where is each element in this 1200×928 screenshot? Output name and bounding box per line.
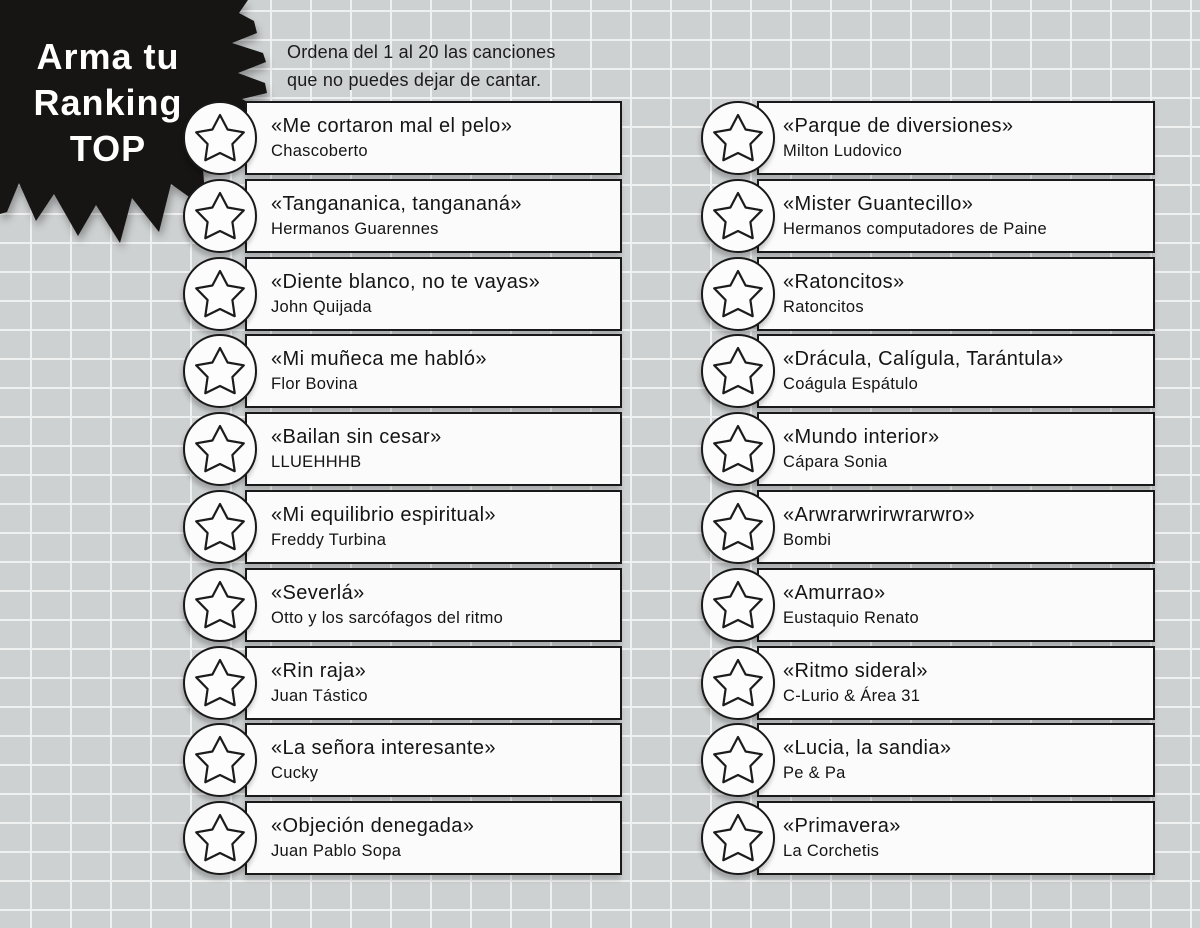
song-title: «Objeción denegada»: [271, 815, 475, 838]
song-card: [757, 179, 1155, 253]
star-icon: [194, 112, 246, 164]
song-row: [183, 490, 622, 564]
star-icon: [194, 268, 246, 320]
song-title: «Mister Guantecillo»: [783, 192, 974, 215]
song-title: «Arwrarwrirwrarwro»: [783, 503, 976, 526]
rank-star-slot[interactable]: [701, 568, 775, 642]
song-title: «Mi equilibrio espiritual»: [271, 503, 496, 526]
song-card: [757, 723, 1155, 797]
star-icon: [712, 423, 764, 475]
rank-star-slot[interactable]: [701, 257, 775, 331]
rank-star-slot[interactable]: [701, 490, 775, 564]
song-artist: Flor Bovina: [271, 375, 358, 394]
song-artist: Coágula Espátulo: [783, 375, 919, 394]
star-icon: [194, 423, 246, 475]
rank-star-slot[interactable]: [701, 412, 775, 486]
rank-star-slot[interactable]: [701, 101, 775, 175]
star-icon: [712, 268, 764, 320]
song-card: [245, 490, 622, 564]
song-title: «Bailan sin cesar»: [271, 426, 442, 449]
song-title: «Diente blanco, no te vayas»: [271, 270, 541, 293]
song-row: [183, 412, 622, 486]
song-card: [245, 179, 622, 253]
page-title-line2: Ranking: [33, 82, 183, 123]
rank-star-slot[interactable]: [183, 179, 257, 253]
song-title: «Me cortaron mal el pelo»: [271, 115, 513, 137]
song-row: [183, 568, 622, 642]
song-title: «La señora interesante»: [271, 737, 496, 760]
song-artist: Juan Pablo Sopa: [271, 842, 402, 861]
rank-star-slot[interactable]: [701, 179, 775, 253]
star-icon: [194, 501, 246, 553]
song-artist: John Quijada: [271, 297, 372, 316]
instructions-line2: que no puedes dejar de cantar.: [287, 70, 542, 90]
song-artist: Milton Ludovico: [783, 142, 903, 160]
rank-star-slot[interactable]: [183, 801, 257, 875]
song-title: «Rin raja»: [271, 659, 367, 682]
song-title: «Tangananica, tangananá»: [271, 192, 522, 215]
song-row: [183, 646, 622, 720]
rank-star-slot[interactable]: [183, 257, 257, 331]
song-artist: Cucky: [271, 764, 319, 783]
song-artist: Chascoberto: [271, 142, 368, 160]
song-row: [701, 101, 1155, 175]
star-icon: [194, 734, 246, 786]
page-title-line3: TOP: [69, 128, 147, 169]
song-artist: Juan Tástico: [271, 686, 368, 705]
star-icon: [194, 345, 246, 397]
song-artist: C-Lurio & Área 31: [783, 686, 921, 705]
song-row: [183, 801, 622, 875]
song-row: [183, 257, 622, 331]
song-artist: Hermanos computadores de Paine: [783, 219, 1047, 238]
star-icon: [194, 190, 246, 242]
rank-star-slot[interactable]: [701, 646, 775, 720]
page-title-line1: Arma tu: [36, 36, 180, 77]
song-card: [245, 723, 622, 797]
song-title: «Severlá»: [271, 581, 365, 604]
song-row: [183, 179, 622, 253]
star-icon: [712, 657, 764, 709]
star-icon: [194, 812, 246, 864]
rank-star-slot[interactable]: [183, 412, 257, 486]
star-icon: [194, 579, 246, 631]
song-card: [245, 801, 622, 875]
song-title: «Ratoncitos»: [783, 270, 905, 293]
rank-star-slot[interactable]: [183, 334, 257, 408]
song-card: [245, 568, 622, 642]
song-artist: Bombi: [783, 530, 832, 549]
star-icon: [712, 112, 764, 164]
song-row: [701, 490, 1155, 564]
song-row: [183, 723, 622, 797]
instructions-line1: Ordena del 1 al 20 las canciones: [287, 42, 556, 62]
star-icon: [712, 579, 764, 631]
song-column-right: [701, 101, 1155, 879]
star-icon: [194, 657, 246, 709]
song-title: «Drácula, Calígula, Tarántula»: [783, 348, 1064, 371]
song-card: [757, 101, 1155, 175]
song-card: [245, 412, 622, 486]
song-row: [701, 412, 1155, 486]
rank-star-slot[interactable]: [701, 723, 775, 797]
star-icon: [712, 345, 764, 397]
rank-star-slot[interactable]: [183, 490, 257, 564]
rank-star-slot[interactable]: [701, 801, 775, 875]
song-card: [757, 801, 1155, 875]
song-card: [757, 490, 1155, 564]
song-artist: Cápara Sonia: [783, 453, 888, 472]
song-title: «Parque de diversiones»: [783, 115, 1014, 137]
song-card: [757, 646, 1155, 720]
rank-star-slot[interactable]: [701, 334, 775, 408]
song-card: [757, 334, 1155, 408]
song-card: [245, 646, 622, 720]
song-row: [701, 801, 1155, 875]
song-artist: La Corchetis: [783, 842, 880, 861]
song-artist: LLUEHHHB: [271, 453, 362, 472]
star-icon: [712, 812, 764, 864]
song-title: «Mundo interior»: [783, 426, 940, 449]
song-title: «Primavera»: [783, 815, 901, 838]
song-row: [701, 568, 1155, 642]
song-artist: Pe & Pa: [783, 764, 846, 783]
rank-star-slot[interactable]: [183, 568, 257, 642]
song-row: [701, 646, 1155, 720]
rank-star-slot[interactable]: [183, 646, 257, 720]
song-card: [245, 257, 622, 331]
rank-star-slot[interactable]: [183, 723, 257, 797]
star-icon: [712, 734, 764, 786]
song-card: [245, 101, 622, 175]
song-row: [701, 179, 1155, 253]
song-row: [701, 723, 1155, 797]
song-column-left: [183, 101, 622, 879]
song-card: [757, 568, 1155, 642]
star-icon: [712, 501, 764, 553]
song-artist: Ratoncitos: [783, 297, 864, 316]
song-row: [183, 334, 622, 408]
song-artist: Eustaquio Renato: [783, 608, 919, 627]
song-artist: Otto y los sarcófagos del ritmo: [271, 608, 504, 627]
song-row: [183, 101, 622, 175]
song-card: [757, 257, 1155, 331]
song-row: [701, 257, 1155, 331]
song-title: «Amurrao»: [783, 581, 886, 604]
song-title: «Mi muñeca me habló»: [271, 348, 487, 371]
song-artist: Hermanos Guarennes: [271, 219, 439, 238]
song-artist: Freddy Turbina: [271, 530, 387, 549]
song-card: [245, 334, 622, 408]
song-card: [757, 412, 1155, 486]
rank-star-slot[interactable]: [183, 101, 257, 175]
instructions-text: [287, 38, 617, 94]
song-row: [701, 334, 1155, 408]
song-title: «Lucia, la sandia»: [783, 737, 952, 760]
song-title: «Ritmo sideral»: [783, 659, 928, 682]
star-icon: [712, 190, 764, 242]
